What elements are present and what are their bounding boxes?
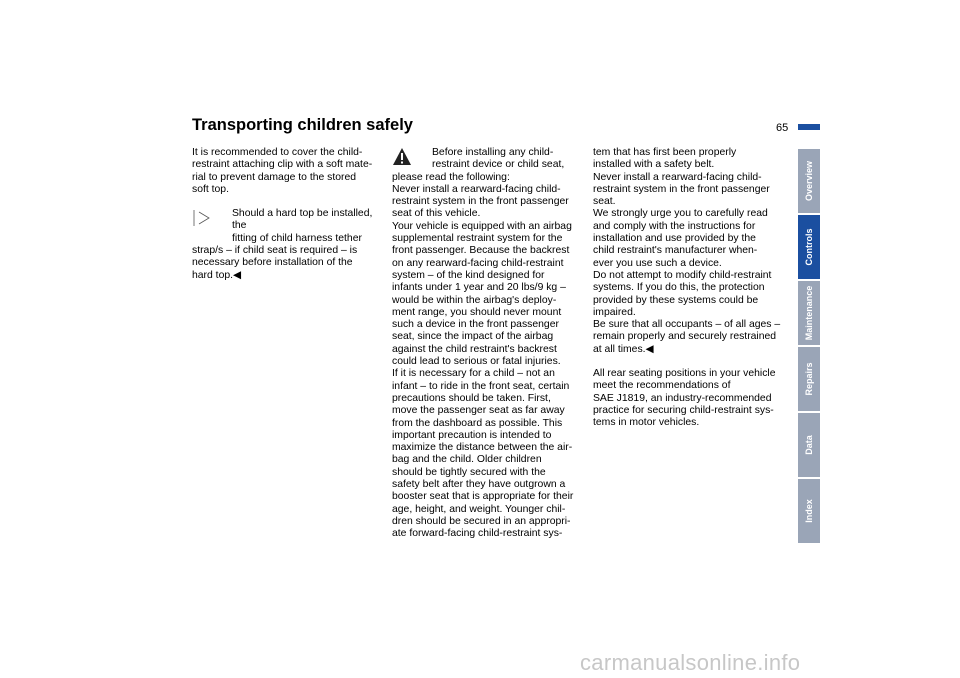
warning-child-restraint (392, 147, 584, 541)
tab-index[interactable] (798, 479, 820, 543)
tab-repairs-label: Repairs (804, 362, 814, 396)
tab-index-label: Index (804, 499, 814, 523)
tab-overview-label: Overview (804, 160, 814, 202)
page-title: Transporting children safely (192, 116, 413, 134)
paragraph-restraint-guidance: tem that has first been properly installed with a safety belt. Never install a rearward-facing child- restraint system in the front passenger seat. We strongly urge you to carefully read and comply with the instructions for installation and use provided by the child restraint's manufacturer when- ever you use such a device. Do not attempt to modify child-restraint systems. If you do this, the protection provided by these systems could be impaired. Be sure that all occupants – of all ages – remain properly and securely restrained at all times.◀ (593, 147, 781, 355)
tab-data[interactable] (798, 413, 820, 477)
tab-data-label: Data (804, 435, 814, 455)
watermark: carmanualsonline.info (580, 650, 801, 675)
tab-overview[interactable] (798, 149, 820, 213)
column-2 (392, 147, 584, 541)
note-hard-top (192, 208, 384, 282)
page-marker-bar (798, 124, 820, 130)
tab-repairs[interactable] (798, 347, 820, 411)
side-tab-bar (798, 149, 820, 545)
column-3 (593, 147, 785, 430)
note-arrow-icon (192, 208, 212, 228)
note-rest-lines: strap/s – if child seat is required – is necessary before installation of the hard top.◀ (192, 245, 358, 281)
warning-body: please read the following: Never install a rearward-facing child- restraint system in the front passenger seat of this vehicle. Your vehicle is equipped with an airbag supplemental restraint system for the front passenger. Because the backrest on any rearward-facing child-restraint system – of the kind designed for infants under 1 year and 20 lbs/9 kg – would be within the airbag's deploy- ment range, you should never mount such a device in the front passenger seat, since the impact of the airbag against the child restraint's backrest could lead to serious or fatal injuries. If it is necessary for a child – not an infant – to ride in the front seat, certain precautions should be taken. First, move the passenger seat as far away from the dashboard as possible. This important precaution is intended to maximize the distance between the air- bag and the child. Older children should be tightly secured with the safety belt after they have outgrown a booster seat that is appropriate for their age, height, and weight. Younger chil- dren should be secured in an appropri- ate forward-facing child-restraint sys- (392, 171, 574, 540)
note-first-lines: Should a hard top be installed, the fitting of child harness tether (232, 208, 373, 244)
page-number: 65 (776, 122, 789, 134)
paragraph-rear-seating: All rear seating positions in your vehicle meet the recommendations of SAE J1819, an industry-recommended practice for securing child-restraint sys- tems in motor vehicles. (593, 368, 776, 429)
warning-triangle-icon (392, 147, 412, 167)
tab-controls-label: Controls (804, 228, 814, 266)
tab-controls[interactable] (798, 215, 820, 279)
warning-first-lines: Before installing any child- restraint device or child seat, (432, 147, 565, 171)
tab-maintenance[interactable] (798, 281, 820, 345)
tab-maintenance-label: Maintenance (804, 285, 814, 341)
paragraph-soft-top-cover: It is recommended to cover the child- restraint attaching clip with a soft mate- rial to prevent damage to the stored soft top. (192, 147, 373, 195)
column-1 (192, 147, 384, 282)
